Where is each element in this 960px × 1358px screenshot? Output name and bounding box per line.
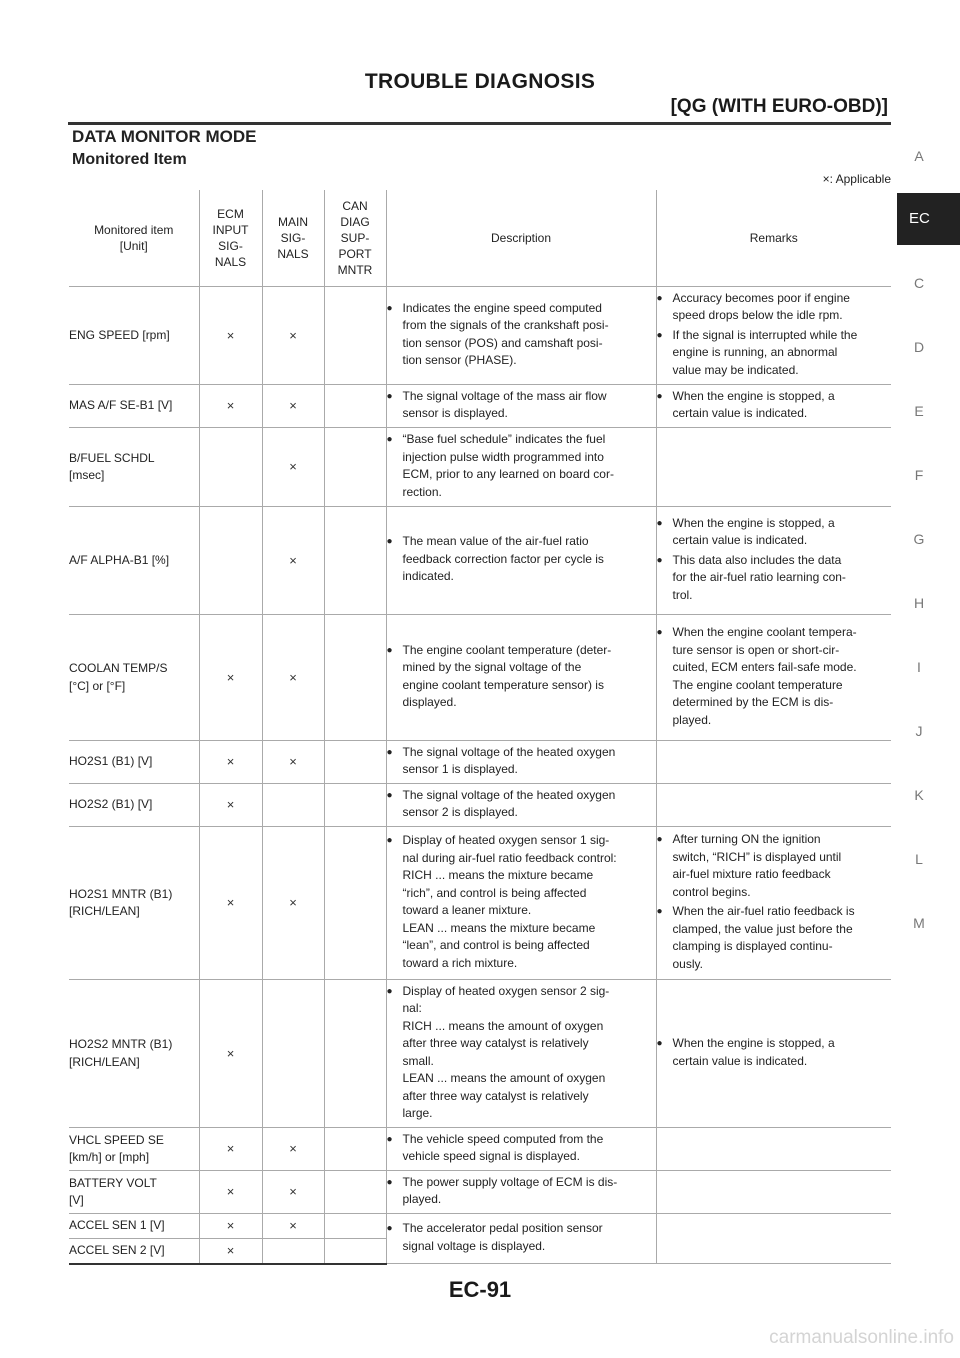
can-diag-mark [324,1239,386,1264]
table-row [69,428,891,507]
bullet-item: ● The signal voltage of the mass air flow sensor is displayed. [387,388,656,423]
can-diag-mark [324,1171,386,1214]
main-signal-mark: × [262,827,324,980]
watermark: carmanualsonline.info [769,1327,954,1348]
bullet-item: ● When the engine is stopped, a certain value is indicated. [657,515,892,550]
can-diag-mark [324,615,386,741]
main-signal-mark: × [262,287,324,385]
main-signal-mark: × [262,1214,324,1239]
header-can-diag-support-mntr: CAN DIAG SUP- PORT MNTR [324,190,386,287]
remarks-cell [656,980,891,1128]
header-remarks: Remarks [656,190,891,287]
can-diag-mark [324,385,386,428]
main-signal-mark: × [262,1171,324,1214]
can-diag-mark [324,1214,386,1239]
table-header-row [69,190,891,287]
bullet-item: ● The vehicle speed computed from the vehicle speed signal is displayed. [387,1131,656,1166]
can-diag-mark [324,980,386,1128]
main-signal-mark: × [262,615,324,741]
remarks-cell [656,1171,891,1214]
ecm-input-mark: × [199,1171,262,1214]
table-row [69,287,891,385]
bullet-item: ● If the signal is interrupted while the engine is running, an abnormal value may be indicated. [657,327,892,380]
description-cell [386,385,656,428]
ecm-input-mark: × [199,741,262,784]
ecm-input-mark: × [199,287,262,385]
bullet-item: ● When the air-fuel ratio feedback is clamped, the value just before the clamping is displayed continu- ously. [657,903,892,973]
remarks-cell [656,741,891,784]
monitored-item-table [69,190,891,1265]
table-row [69,827,891,980]
monitored-item-cell: A/F ALPHA-B1 [%] [69,507,199,615]
bullet-item: ● The signal voltage of the heated oxygen sensor 1 is displayed. [387,744,656,779]
monitored-item-cell: ENG SPEED [rpm] [69,287,199,385]
side-index-tab-g[interactable]: G [913,531,925,547]
monitored-item-cell: HO2S2 (B1) [V] [69,784,199,827]
main-signal-mark [262,784,324,827]
remarks-cell [656,428,891,507]
monitored-item-cell: ACCEL SEN 2 [V] [69,1239,199,1264]
side-index-tab-e[interactable]: E [914,403,924,419]
side-index-tab-j[interactable]: J [915,723,923,739]
remarks-cell [656,827,891,980]
side-index-tab-a[interactable]: A [914,148,924,164]
ecm-input-mark: × [199,1214,262,1239]
monitored-item-cell: HO2S2 MNTR (B1) [RICH/LEAN] [69,980,199,1128]
side-index-tab-k[interactable]: K [914,787,924,803]
monitored-item-cell: ACCEL SEN 1 [V] [69,1214,199,1239]
ecm-input-mark: × [199,615,262,741]
side-index-tab-d[interactable]: D [913,339,925,355]
table-row [69,507,891,615]
description-cell [386,741,656,784]
remarks-cell [656,1128,891,1171]
description-cell [386,980,656,1128]
ecm-input-mark [199,428,262,507]
bullet-item: ● When the engine is stopped, a certain value is indicated. [657,388,892,423]
main-signal-mark: × [262,507,324,615]
bullet-item: ● Display of heated oxygen sensor 2 sig- nal: RICH ... means the amount of oxygen after three way catalyst is relatively small. LEAN ... means the amount of oxygen after three way catalyst is relatively large. [387,983,656,1123]
remarks-cell [656,615,891,741]
table-row [69,784,891,827]
header-description: Description [386,190,656,287]
main-signal-mark: × [262,1128,324,1171]
description-cell [386,827,656,980]
remarks-cell [656,507,891,615]
can-diag-mark [324,287,386,385]
side-index-tab-i[interactable]: I [917,659,921,675]
ecm-input-mark: × [199,827,262,980]
description-cell [386,1214,656,1264]
bullet-item: ● The engine coolant temperature (deter- mined by the signal voltage of the engine coolant temperature sensor) is displayed. [387,642,656,712]
section-title: DATA MONITOR MODE [72,127,257,146]
can-diag-mark [324,1128,386,1171]
bullet-item: ● The mean value of the air-fuel ratio feedback correction factor per cycle is indicated. [387,533,656,586]
table-row [69,741,891,784]
ecm-input-mark: × [199,784,262,827]
can-diag-mark [324,784,386,827]
ecm-input-mark: × [199,980,262,1128]
bullet-item: ● Indicates the engine speed computed from the signals of the crankshaft posi- tion sensor (POS) and camshaft posi- tion sensor (PHASE). [387,300,656,370]
bullet-item: ● This data also includes the data for the air-fuel ratio learning con- trol. [657,552,892,605]
bullet-item: ● Display of heated oxygen sensor 1 sig- nal during air-fuel ratio feedback control: RICH ... means the mixture became “rich”, and control is being affected toward a leaner mixture. LEAN ... means the mixture became “lean”, and control is being affected toward a rich mixture. [387,832,656,972]
page-header-subtitle: [QG (WITH EURO-OBD)] [670,96,888,117]
bullet-item: ● After turning ON the ignition switch, “RICH” is displayed until air-fuel mixture ratio feedback control begins. [657,831,892,901]
header-main-signals: MAIN SIG- NALS [262,190,324,287]
bullet-item: ● “Base fuel schedule” indicates the fuel injection pulse width programmed into ECM, prior to any learned on board cor- rection. [387,431,656,501]
subsection-title: Monitored Item [72,151,187,168]
side-index-tab-f[interactable]: F [914,467,924,483]
description-cell [386,287,656,385]
can-diag-mark [324,827,386,980]
remarks-cell [656,784,891,827]
page-number: EC-91 [448,1277,512,1302]
bullet-item: ● The signal voltage of the heated oxygen sensor 2 is displayed. [387,787,656,822]
description-cell [386,428,656,507]
monitored-item-cell: COOLAN TEMP/S [°C] or [°F] [69,615,199,741]
ecm-input-mark [199,507,262,615]
side-index-tab-l[interactable]: L [915,851,923,867]
remarks-cell [656,287,891,385]
table-row [69,385,891,428]
bullet-item: ● When the engine is stopped, a certain value is indicated. [657,1035,892,1070]
main-signal-mark: × [262,385,324,428]
remarks-cell [656,385,891,428]
header-monitored-item: Monitored item [Unit] [69,190,199,287]
can-diag-mark [324,507,386,615]
monitored-item-cell: HO2S1 MNTR (B1) [RICH/LEAN] [69,827,199,980]
monitored-item-cell: BATTERY VOLT [V] [69,1171,199,1214]
monitored-item-cell: MAS A/F SE-B1 [V] [69,385,199,428]
table-row [69,980,891,1128]
can-diag-mark [324,428,386,507]
side-index-active-tab[interactable]: EC [897,193,960,245]
main-signal-mark: × [262,741,324,784]
monitored-item-cell: HO2S1 (B1) [V] [69,741,199,784]
ecm-input-mark: × [199,385,262,428]
bullet-item: ● Accuracy becomes poor if engine speed drops below the idle rpm. [657,290,892,325]
table-row [69,1214,891,1239]
monitored-item-cell: B/FUEL SCHDL [msec] [69,428,199,507]
side-index-tab-c[interactable]: C [913,275,925,291]
ecm-input-mark: × [199,1239,262,1264]
bullet-item: ● The accelerator pedal position sensor signal voltage is displayed. [387,1220,656,1255]
table-row [69,1171,891,1214]
description-cell [386,1128,656,1171]
main-signal-mark [262,1239,324,1264]
table-row [69,615,891,741]
ecm-input-mark: × [199,1128,262,1171]
description-cell [386,1171,656,1214]
remarks-cell [656,1214,891,1264]
bullet-item: ● When the engine coolant tempera- ture sensor is open or short-cir- cuited, ECM enters fail-safe mode. The engine coolant temperature determined by the ECM is dis- played. [657,624,892,729]
monitored-item-cell: VHCL SPEED SE [km/h] or [mph] [69,1128,199,1171]
bullet-item: ● The power supply voltage of ECM is dis- played. [387,1174,656,1209]
header-ecm-input-signals: ECM INPUT SIG- NALS [199,190,262,287]
can-diag-mark [324,741,386,784]
main-signal-mark: × [262,428,324,507]
table-row [69,1128,891,1171]
description-cell [386,615,656,741]
page-header-title: TROUBLE DIAGNOSIS [364,70,596,93]
header-divider [68,122,891,125]
side-index-tab-m[interactable]: M [913,915,925,931]
main-signal-mark [262,980,324,1128]
side-index-tab-h[interactable]: H [913,595,925,611]
description-cell [386,507,656,615]
applicable-legend: ×: Applicable [822,172,891,186]
description-cell [386,784,656,827]
